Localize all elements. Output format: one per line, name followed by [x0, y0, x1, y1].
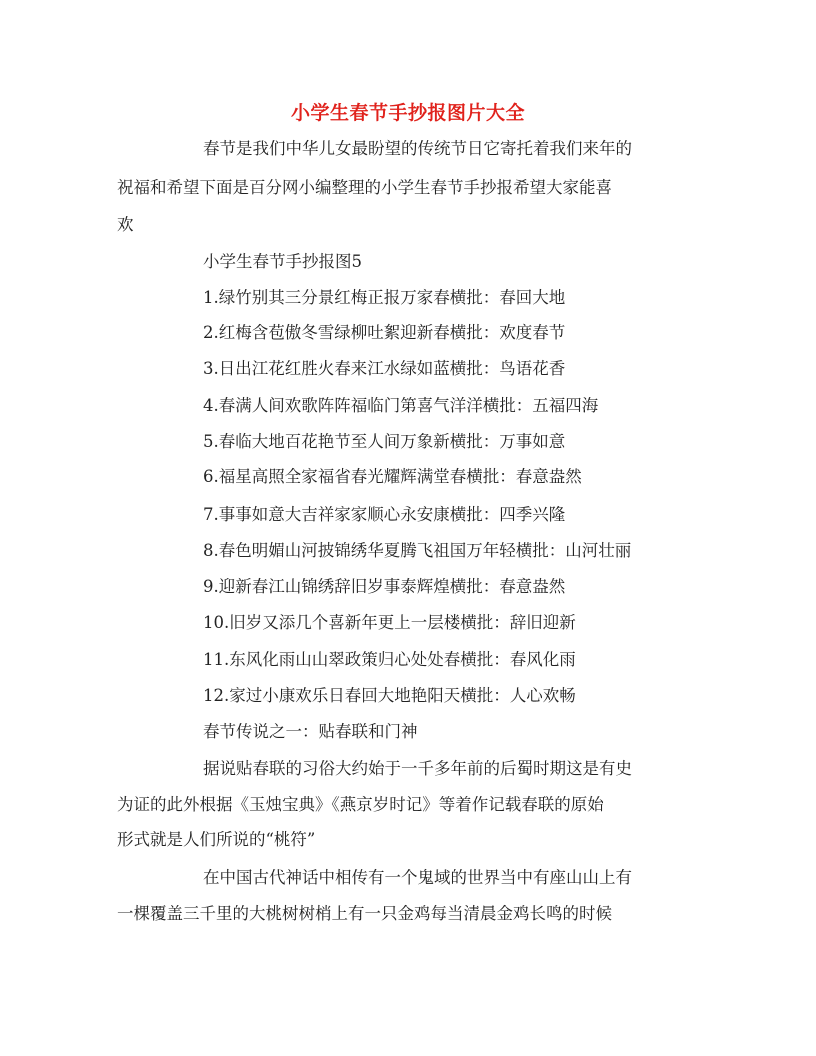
couplet-item: 8.春色明媚山河披锦绣华夏腾飞祖国万年轻横批：山河壮丽 — [203, 541, 632, 560]
document-title: 小学生春节手抄报图片大全 — [290, 102, 525, 124]
intro-line-2: 祝福和希望下面是百分网小编整理的小学生春节手抄报希望大家能喜 — [117, 178, 612, 197]
couplet-item: 9.迎新春江山锦绣辞旧岁事泰辉煌横批：春意盎然 — [203, 577, 566, 596]
paragraph-1-line-1: 据说贴春联的习俗大约始于一千多年前的后蜀时期这是有史 — [203, 759, 632, 778]
couplet-item: 3.日出江花红胜火春来江水绿如蓝横批：鸟语花香 — [203, 359, 566, 378]
couplet-item: 4.春满人间欢歌阵阵福临门第喜气洋洋横批：五福四海 — [203, 396, 599, 415]
intro-line-1: 春节是我们中华儿女最盼望的传统节日它寄托着我们来年的 — [203, 139, 632, 158]
legend-heading: 春节传说之一：贴春联和门神 — [203, 722, 418, 741]
paragraph-2-line-1: 在中国古代神话中相传有一个鬼域的世界当中有座山山上有 — [203, 868, 632, 887]
paragraph-2-line-2: 一棵覆盖三千里的大桃树树梢上有一只金鸡每当清晨金鸡长鸣的时候 — [117, 904, 612, 923]
couplet-item: 12.家过小康欢乐日春回大地艳阳天横批：人心欢畅 — [203, 686, 576, 705]
intro-line-3: 欢 — [117, 215, 134, 234]
couplet-item: 10.旧岁又添几个喜新年更上一层楼横批：辞旧迎新 — [203, 613, 576, 632]
couplet-item: 5.春临大地百花艳节至人间万象新横批：万事如意 — [203, 432, 566, 451]
paragraph-1-line-3: 形式就是人们所说的“桃符” — [117, 830, 316, 849]
couplet-item: 7.事事如意大吉祥家家顺心永安康横批：四季兴隆 — [203, 505, 566, 524]
section-subtitle: 小学生春节手抄报图5 — [203, 252, 362, 271]
couplet-item: 1.绿竹别其三分景红梅正报万家春横批：春回大地 — [203, 288, 566, 307]
couplet-item: 11.东风化雨山山翠政策归心处处春横批：春风化雨 — [203, 650, 576, 669]
couplet-item: 2.红梅含苞傲冬雪绿柳吐絮迎新春横批：欢度春节 — [203, 323, 566, 342]
couplet-item: 6.福星高照全家福省春光耀辉满堂春横批：春意盎然 — [203, 467, 582, 486]
paragraph-1-line-2: 为证的此外根据《玉烛宝典》《燕京岁时记》等着作记载春联的原始 — [117, 795, 604, 814]
